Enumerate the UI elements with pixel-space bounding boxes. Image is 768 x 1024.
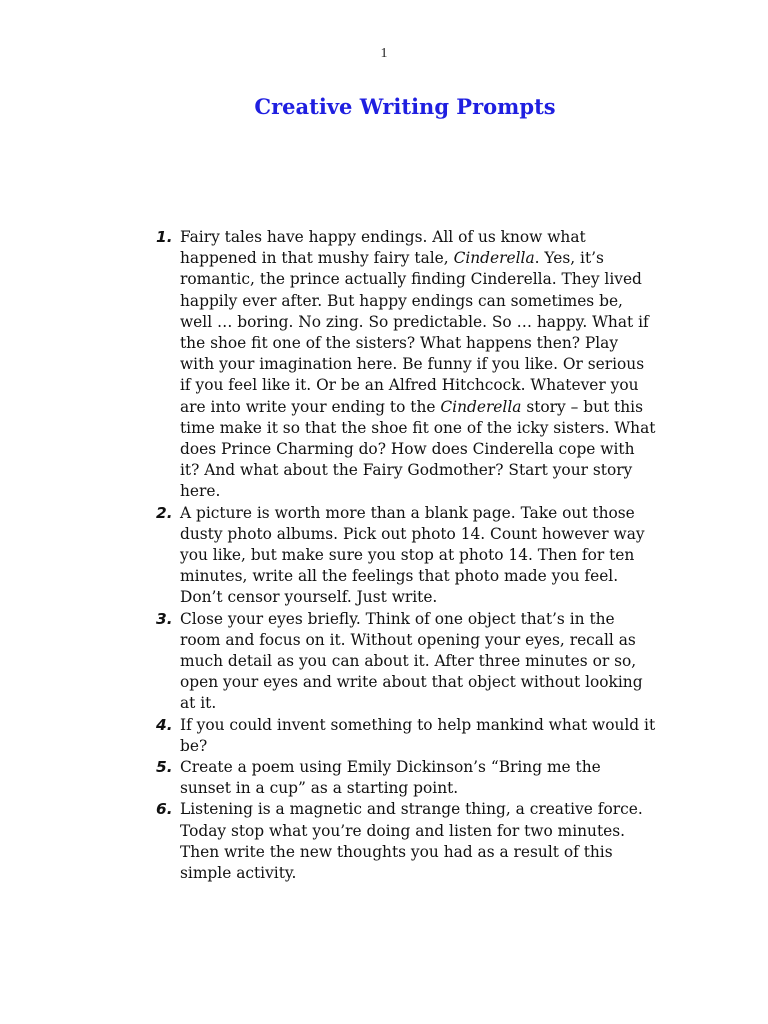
prompt-number: 6. [156,800,173,819]
prompt-number: 5. [156,758,173,777]
prompt-text-segment: . Yes, it’s romantic, the prince actually finding Cinderella. They lived happily ever after. But happy endings can sometimes be, well … boring. No zing. So predictable. So … happy. What if the shoe fit one of the sisters? What happens then? Play with your imagination here. Be funny if you like. Or serious if you feel like it. Or be an Alfred Hitchcock. Whatever you are into write your ending to the [180,249,649,416]
prompt-item-3 [156,609,656,715]
prompt-item-4 [156,715,656,757]
prompt-text-segment: Fairy tales have happy endings. All of us know what happened in that mushy fairy tale, [180,228,586,268]
prompt-text: Create a poem using Emily Dickinson’s “Bring me the sunset in a cup” as a starting point. [180,758,601,798]
prompt-number: 1. [156,228,173,246]
prompt-text-emphasis: Cinderella [453,249,535,268]
prompt-item-5 [156,757,656,799]
prompt-number: 4. [156,715,173,734]
prompt-text: A picture is worth more than a blank page. Take out those dusty photo albums. Pick out photo 14. Count however way you like, but make sure you stop at photo 14. Then for ten minutes, write all the feelings that photo made you feel. Don’t censor yourself. Just write. [180,503,645,607]
prompt-item-2 [156,503,656,609]
prompt-item-1 [156,227,656,503]
prompt-text-emphasis: Cinderella [440,397,522,416]
prompt-item-6 [156,799,656,884]
prompt-text: If you could invent something to help mankind what would it be? [180,715,656,755]
prompt-text: Close your eyes briefly. Think of one object that’s in the room and focus on it. Without opening your eyes, recall as much detail as you can about it. After three minutes or so, open your eyes and write about that object without looking at it. [180,609,643,713]
prompt-list [156,227,656,884]
page-number: 1 [380,46,388,61]
document-title: Creative Writing Prompts [254,94,556,119]
prompt-number: 3. [156,609,173,628]
prompt-text [180,227,656,503]
prompt-text-segment: story – but this time make it so that the shoe fit one of the icky sisters. What does Prince Charming do? How does Cinderella cope with it? And what about the Fairy Godmother? Start your story here. [180,397,656,501]
prompt-text: Listening is a magnetic and strange thing, a creative force. Today stop what you’re doing and listen for two minutes. Then write the new thoughts you had as a result of this simple activity. [180,800,643,883]
prompt-number: 2. [156,503,173,522]
